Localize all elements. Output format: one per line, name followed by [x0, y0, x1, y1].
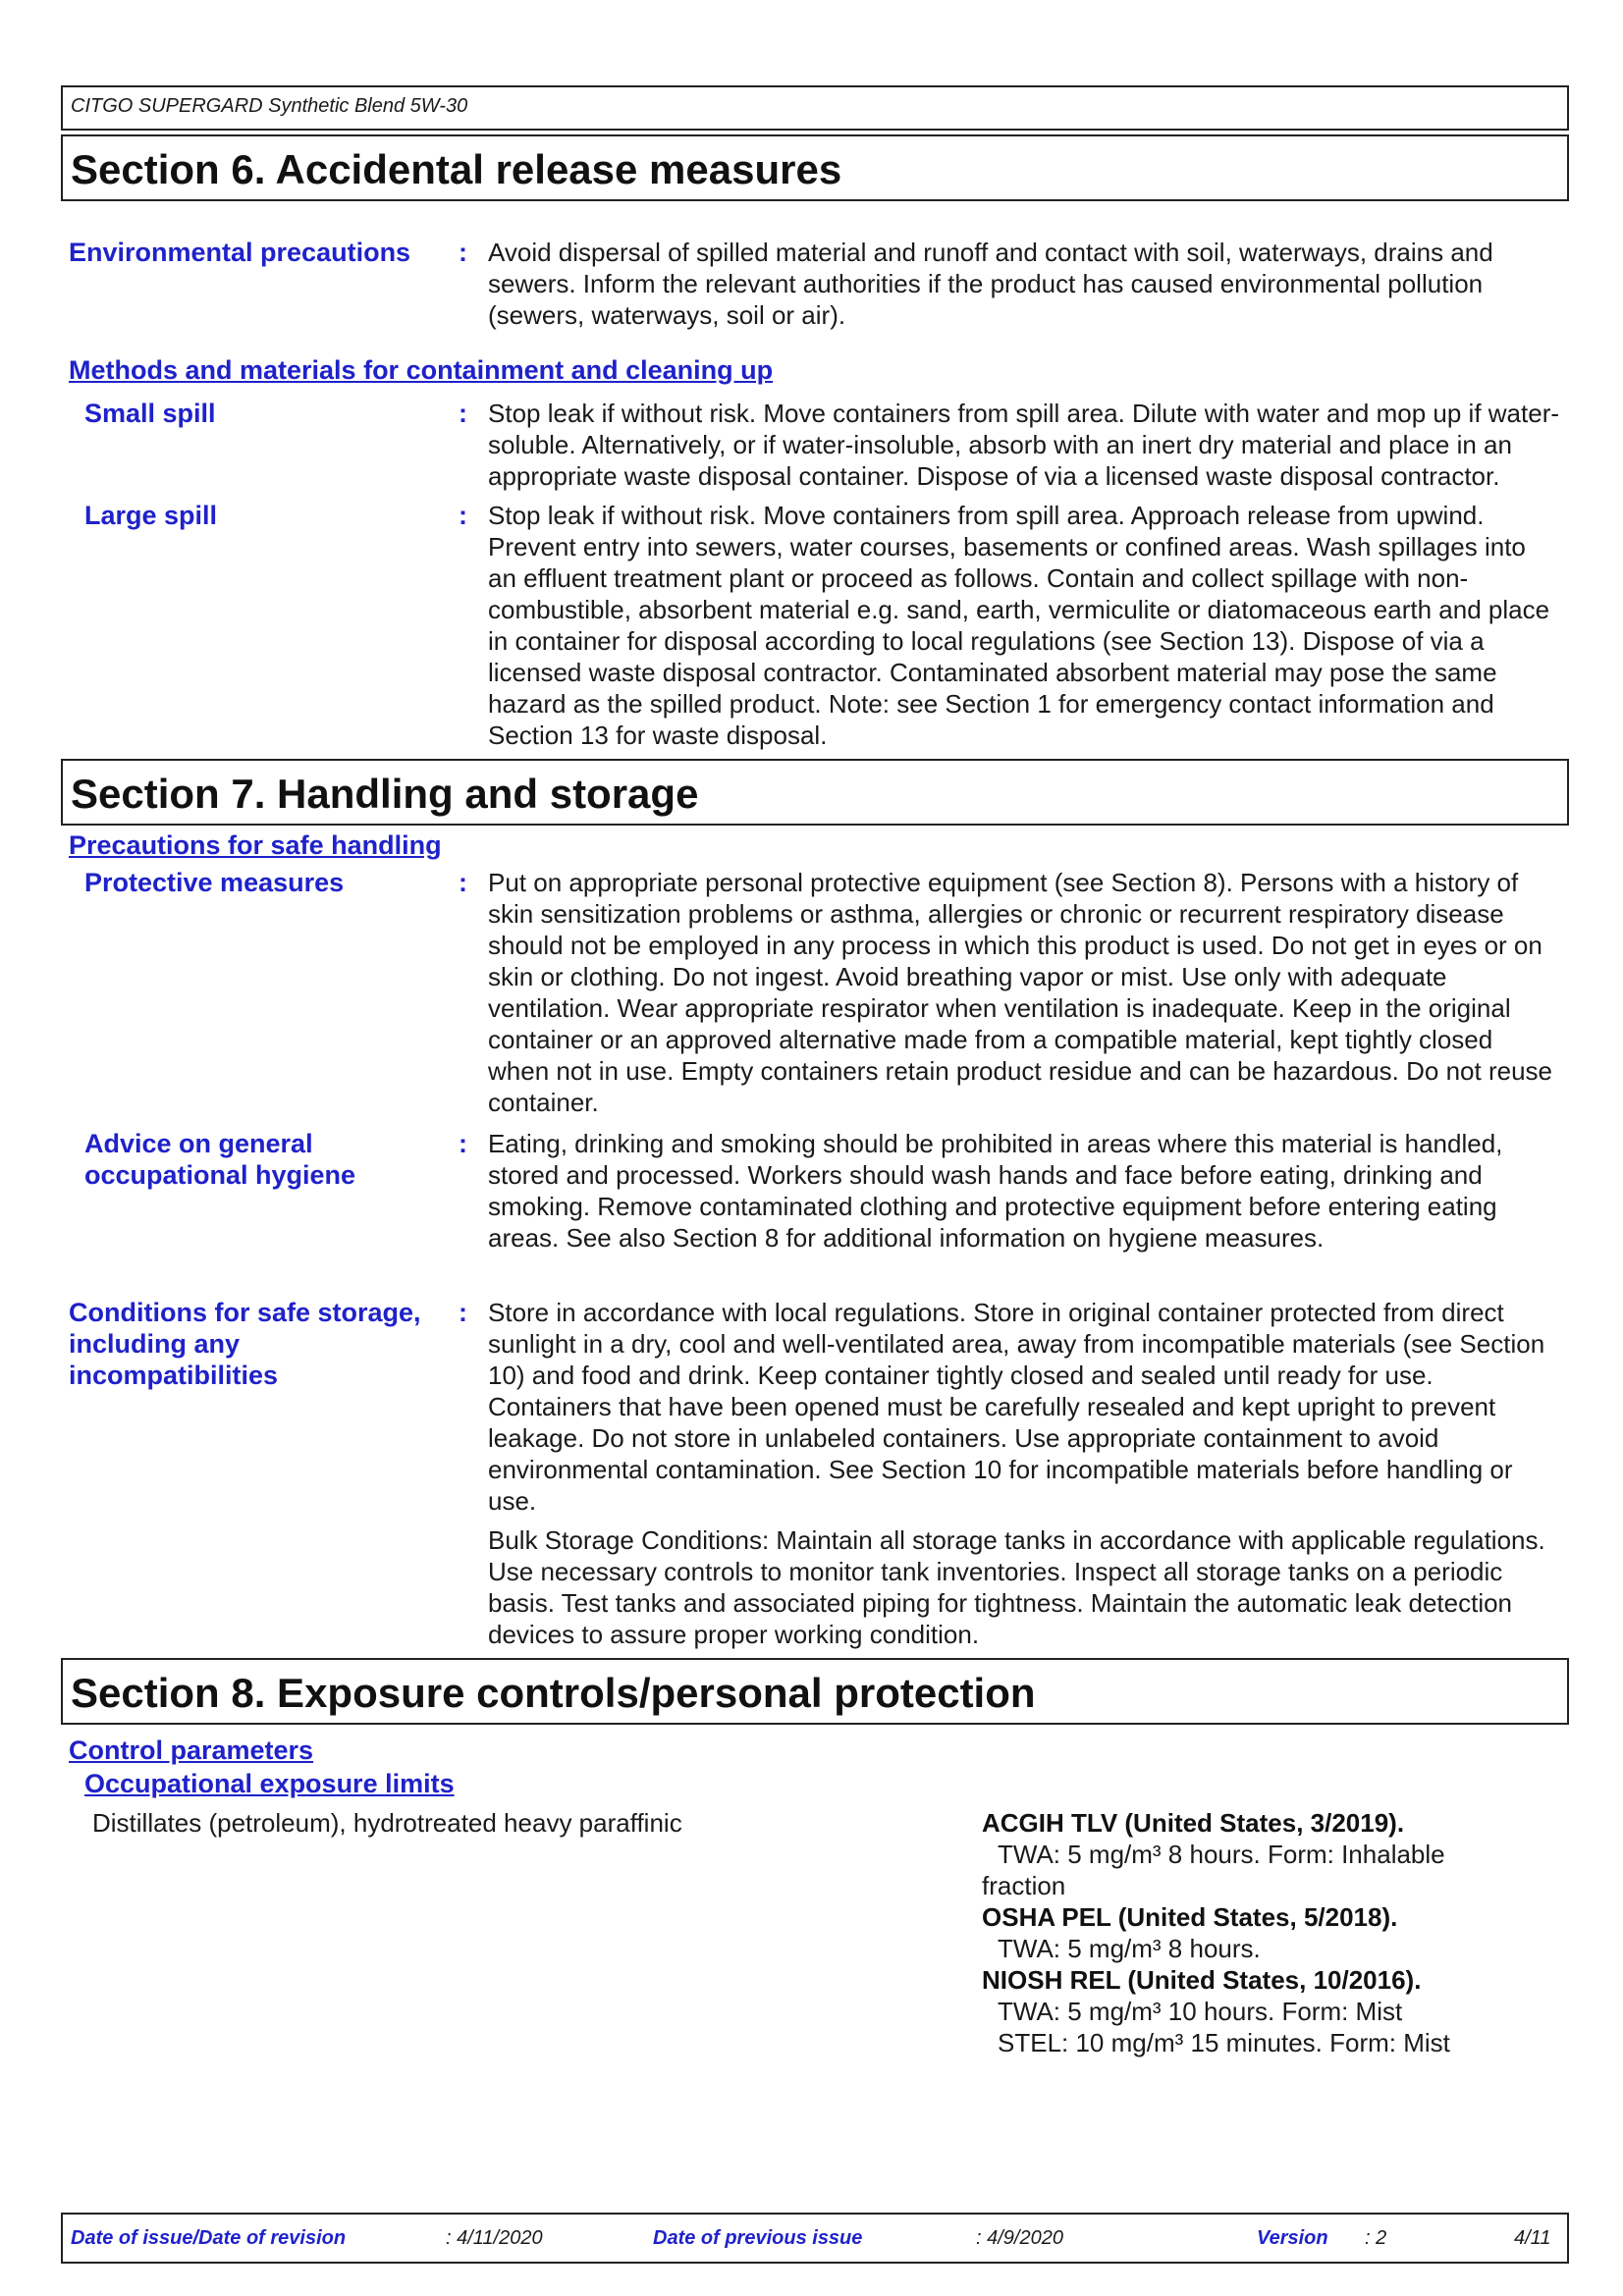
precautions-heading: Precautions for safe handling: [69, 830, 442, 860]
version-label: Version: [1257, 2227, 1328, 2249]
section6-title: Section 6. Accidental release measures: [61, 134, 1569, 201]
methods-heading-row: [61, 331, 1569, 388]
colon: :: [459, 399, 467, 428]
hygiene-row: [61, 1128, 1569, 1254]
control-parameters-heading: Control parameters: [69, 1735, 314, 1765]
precautions-heading-row: [61, 826, 1569, 863]
small-spill-row: [61, 398, 1569, 492]
issue-date-label: Date of issue/Date of revision: [71, 2227, 347, 2249]
env-precautions-text: Avoid dispersal of spilled material and runoff and contact with soil, waterways, drains and sewers. Inform the relevant authorities if the product has caused environmental pollution (sewers, waterways, soil or air).: [488, 238, 1493, 330]
storage-row: [61, 1297, 1569, 1650]
methods-heading: Methods and materials for containment and cleaning up: [69, 355, 774, 385]
oel-limits: [982, 1807, 1532, 2058]
previous-issue-value: : 4/9/2020: [976, 2227, 1063, 2249]
oel-heading: Occupational exposure limits: [84, 1769, 455, 1798]
large-spill-label: Large spill: [84, 501, 218, 530]
env-precautions-label: Environmental precautions: [69, 238, 411, 267]
protective-measures-label: Protective measures: [84, 868, 345, 897]
hygiene-text: Eating, drinking and smoking should be prohibited in areas where this material is handled, stored and processed. Workers should wash hands and face before eating, drinking and smoking. Remove contaminated clothing and protective equipment before entering eating areas. See also Section 8 for additional information on hygiene measures.: [488, 1129, 1503, 1253]
colon: :: [459, 868, 467, 897]
issue-date-value: : 4/11/2020: [446, 2227, 543, 2249]
large-spill-text: Stop leak if without risk. Move containers from spill area. Approach release from upwind. Prevent entry into sewers, water courses, basements or confined areas. Wash spillages into an effluent treatment plant or proceed as follows. Contain and collect spillage with non-combustible, absorbent material e.g. sand, earth, vermiculite or diatomaceous earth and place in container for disposal according to local regulations (see Section 13). Dispose of via a licensed waste disposal contractor. Contaminated absorbent material may pose the same hazard as the spilled product. Note: see Section 1 for emergency contact information and Section 13 for waste disposal.: [488, 501, 1550, 750]
acgih-limit: TWA: 5 mg/m³ 8 hours. Form: Inhalable: [998, 1840, 1445, 1869]
version-value: : 2: [1365, 2227, 1387, 2249]
oel-table: [61, 1807, 1569, 2062]
colon: :: [459, 238, 467, 267]
acgih-limit-cont: fraction: [982, 1871, 1066, 1900]
small-spill-label: Small spill: [84, 399, 216, 428]
hygiene-label-line1: Advice on general: [84, 1129, 313, 1158]
previous-issue-label: Date of previous issue: [653, 2227, 863, 2249]
substance-name: Distillates (petroleum), hydrotreated heavy paraffinic: [92, 1808, 682, 1838]
protective-measures-text: Put on appropriate personal protective equipment (see Section 8). Persons with a history of skin sensitization problems or asthma, allergies or chronic or recurrent respiratory disease should not be employed in any process in which this product is used. Do not get in eyes or on skin or clothing. Do not ingest. Avoid breathing vapor or mist. Use only with adequate ventilation. Wear appropriate respirator when ventilation is inadequate. Keep in the original container or an approved alternative made from a compatible material, kept tightly closed when not in use. Empty containers retain product residue and can be hazardous. Do not reuse container.: [488, 868, 1552, 1117]
acgih-source: ACGIH TLV (United States, 3/2019).: [982, 1808, 1405, 1838]
product-header: CITGO SUPERGARD Synthetic Blend 5W-30: [61, 85, 1569, 131]
small-spill-text: Stop leak if without risk. Move containers from spill area. Dilute with water and mop up if water-soluble. Alternatively, or if water-insoluble, absorb with an inert dry material and place in an appropriate waste disposal container. Dispose of via a licensed waste disposal contractor.: [488, 399, 1560, 491]
niosh-source: NIOSH REL (United States, 10/2016).: [982, 1965, 1422, 1995]
page-number: 4/11: [1514, 2227, 1551, 2249]
osha-source: OSHA PEL (United States, 5/2018).: [982, 1902, 1398, 1932]
storage-text: Store in accordance with local regulations. Store in original container protected from direct sunlight in a dry, cool and well-ventilated area, away from incompatible materials (see Section 10) and food and drink. Keep container tightly closed and sealed until ready for use. Containers that have been opened must be carefully resealed and kept upright to prevent leakage. Do not store in unlabeled containers. Use appropriate containment to avoid environmental contamination. See Section 10 for incompatible materials before handling or use.: [488, 1298, 1545, 1516]
niosh-limit-stel: STEL: 10 mg/m³ 15 minutes. Form: Mist: [998, 2028, 1450, 2057]
control-heading-row: [61, 1725, 1569, 1768]
section7-title: Section 7. Handling and storage: [61, 759, 1569, 826]
colon: :: [459, 501, 467, 530]
oel-heading-row: [61, 1768, 1569, 1807]
hygiene-label-line2: occupational hygiene: [84, 1160, 356, 1190]
storage-label-line3: incompatibilities: [69, 1361, 279, 1390]
bulk-storage-text: Bulk Storage Conditions: Maintain all storage tanks in accordance with applicable regulations. Use necessary controls to monitor tank inventories. Inspect all storage tanks on a periodic basis. Test tanks and associated piping for tightness. Maintain the automatic leak detection devices to assure proper working condition.: [488, 1525, 1545, 1649]
sds-page: [61, 85, 1569, 2062]
colon: :: [459, 1298, 467, 1327]
colon: :: [459, 1129, 467, 1158]
env-precautions-row: [61, 237, 1569, 331]
storage-label-line2: including any: [69, 1329, 241, 1359]
large-spill-row: [61, 500, 1569, 751]
osha-limit: TWA: 5 mg/m³ 8 hours.: [998, 1934, 1261, 1963]
storage-label-line1: Conditions for safe storage,: [69, 1298, 421, 1327]
page-footer: [61, 2213, 1569, 2264]
niosh-limit-twa: TWA: 5 mg/m³ 10 hours. Form: Mist: [998, 1997, 1403, 2026]
protective-measures-row: [61, 867, 1569, 1118]
storage-label: [69, 1297, 461, 1391]
section8-title: Section 8. Exposure controls/personal protection: [61, 1658, 1569, 1725]
hygiene-label: [84, 1128, 477, 1191]
